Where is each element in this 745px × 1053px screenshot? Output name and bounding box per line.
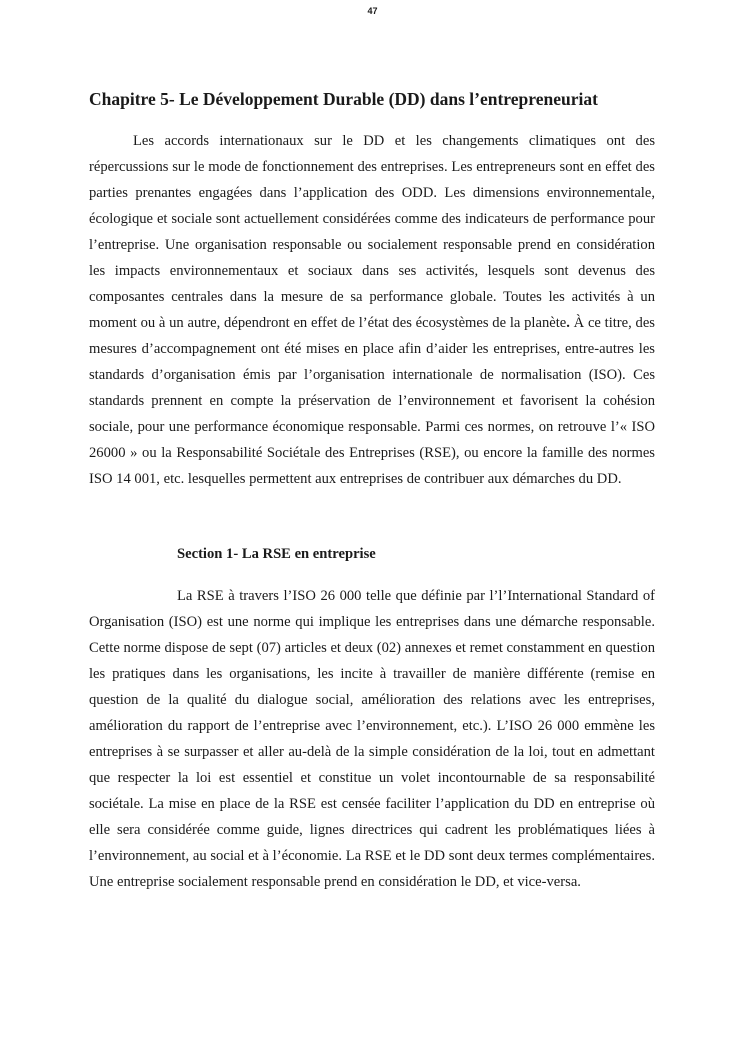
chapter-title: Chapitre 5- Le Développement Durable (DD) dans l’entrepreneuriat bbox=[89, 89, 598, 109]
paragraph-1-text-start: Les accords internationaux sur le DD et les changements climatiques ont des répercussions sur le mode de fonctionnement des entreprises. Les entrepreneurs sont en effet des parties prenantes engagées dans l’application des ODD. Les dimensions environnementale, écologique et sociale sont actuellement considérées comme des indicateurs de performance pour l’entreprise. Une organisation responsable ou socialement responsable prend en considération les impacts environnementaux et sociaux dans ses activités, lesquels sont devenus des composantes centrales dans la mesure de sa performance globale. Toutes les activités à un moment ou à un autre, dépendront en effet de l’état des écosystèmes de la planète bbox=[89, 133, 655, 331]
section-title: Section 1- La RSE en entreprise bbox=[177, 546, 376, 562]
paragraph-1 bbox=[89, 128, 655, 492]
page-number: 47 bbox=[367, 6, 378, 16]
paragraph-1-text-end: À ce titre, des mesures d’accompagnement ont été mises en place afin d’aider les entreprises, entre-autres les standards d’organisation émis par l’organisation internationale de normalisation (ISO). Ces standards prennent en compte la préservation de l’environnement et favorisent la cohésion sociale, pour une performance économique responsable. Parmi ces normes, on retrouve l’« ISO 26000 » ou la Responsabilité Sociétale des Entreprises (RSE), ou encore la famille des normes ISO 14 001, etc. lesquelles permettent aux entreprises de contribuer aux démarches du DD. bbox=[89, 315, 655, 487]
paragraph-1-bold-mark: . bbox=[566, 315, 570, 331]
paragraph-2: La RSE à travers l’ISO 26 000 telle que définie par l’l’International Standard of Organisation (ISO) est une norme qui implique les entreprises dans une démarche responsable. Cette norme dispose de sept (07) articles et deux (02) annexes et remet constamment en question les pratiques dans les organisations, les incite à travailler de manière différente (remise en question de la qualité du dialogue social, amélioration des relations avec les entreprises, amélioration du rapport de l’entreprise avec l’environnement, etc.). L’ISO 26 000 emmène les entreprises à se surpasser et aller au-delà de la simple considération de la loi, tout en admettant que respecter la loi est essentiel et constitue un volet incontournable de sa responsabilité sociétale. La mise en place de la RSE est censée faciliter l’application du DD en entreprise où elle sera considérée comme guide, lignes directrices qui cadrent les problématiques liées à l’environnement, au social et à l’économie. La RSE et le DD sont deux termes complémentaires. Une entreprise socialement responsable prend en considération le DD, et vice-versa. bbox=[89, 588, 655, 890]
